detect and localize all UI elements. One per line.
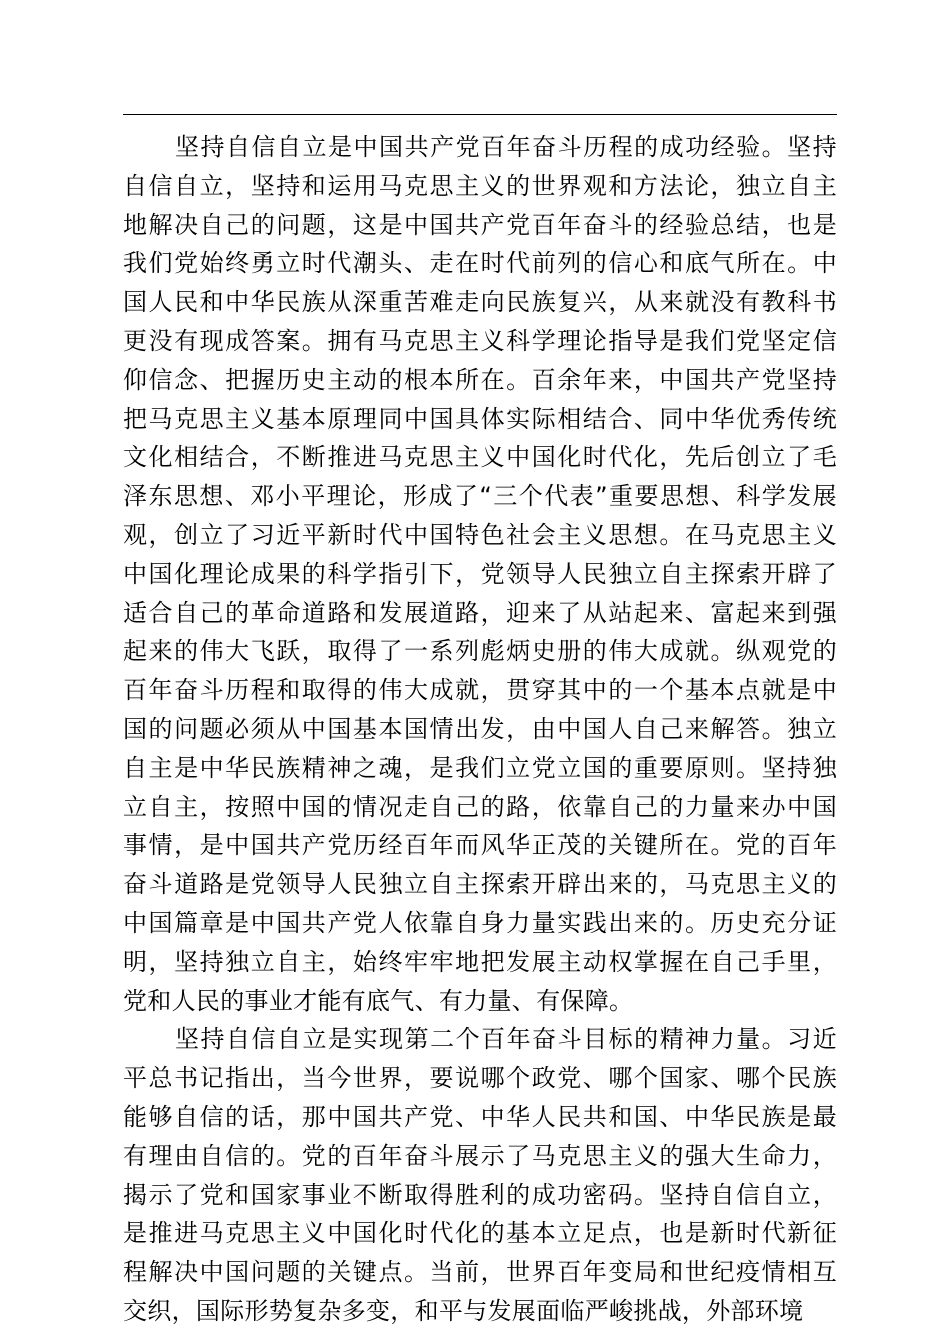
text-line: 奋斗道路是党领导人民独立自主探索开辟出来的，马克思主义的 — [123, 870, 837, 899]
text-line: 国的问题必须从中国基本国情出发，由中国人自己来解答。独立 — [123, 714, 837, 743]
text-line: 适合自己的革命道路和发展道路，迎来了从站起来、富起来到强 — [123, 598, 837, 627]
paragraph — [123, 1020, 837, 1330]
text-line: 自信自立，坚持和运用马克思主义的世界观和方法论，独立自主 — [123, 171, 837, 200]
text-line: 有理由自信的。党的百年奋斗展示了马克思主义的强大生命力， — [123, 1141, 837, 1170]
text-line: 百年奋斗历程和取得的伟大成就，贯穿其中的一个基本点就是中 — [123, 676, 837, 705]
text-line: 更没有现成答案。拥有马克思主义科学理论指导是我们党坚定信 — [123, 326, 837, 355]
text-line: 把马克思主义基本原理同中国具体实际相结合、同中华优秀传统 — [123, 404, 837, 433]
text-line: 坚持自信自立是实现第二个百年奋斗目标的精神力量。习近 — [175, 1025, 837, 1054]
text-line: 明，坚持独立自主，始终牢牢地把发展主动权掌握在自己手里， — [123, 947, 837, 976]
text-line: 观，创立了习近平新时代中国特色社会主义思想。在马克思主义 — [123, 520, 837, 549]
text-line: 事情，是中国共产党历经百年而风华正茂的关键所在。党的百年 — [123, 831, 837, 860]
text-line: 仰信念、把握历史主动的根本所在。百余年来，中国共产党坚持 — [123, 365, 837, 394]
text-line: 交织，国际形势复杂多变，和平与发展面临严峻挑战，外部环境 — [123, 1296, 804, 1325]
text-line: 立自主，按照中国的情况走自己的路，依靠自己的力量来办中国 — [123, 792, 837, 821]
text-line: 国人民和中华民族从深重苦难走向民族复兴，从来就没有教科书 — [123, 288, 837, 317]
text-line: 党和人民的事业才能有底气、有力量、有保障。 — [123, 986, 634, 1015]
text-line: 揭示了党和国家事业不断取得胜利的成功密码。坚持自信自立， — [123, 1180, 837, 1209]
text-line: 我们党始终勇立时代潮头、走在时代前列的信心和底气所在。中 — [123, 249, 837, 278]
text-line: 起来的伟大飞跃，取得了一系列彪炳史册的伟大成就。纵观党的 — [123, 637, 837, 666]
text-line: 地解决自己的问题，这是中国共产党百年奋斗的经验总结，也是 — [123, 210, 837, 239]
text-line: 程解决中国问题的关键点。当前，世界百年变局和世纪疫情相互 — [123, 1258, 837, 1287]
text-line: 中国篇章是中国共产党人依靠自身力量实践出来的。历史充分证 — [123, 908, 837, 937]
text-line: 是推进马克思主义中国化时代化的基本立足点，也是新时代新征 — [123, 1219, 837, 1248]
text-line: 文化相结合，不断推进马克思主义中国化时代化，先后创立了毛 — [123, 443, 837, 472]
text-line: 能够自信的话，那中国共产党、中华人民共和国、中华民族是最 — [123, 1102, 837, 1131]
body-text — [123, 128, 837, 1331]
text-line: 坚持自信自立是中国共产党百年奋斗历程的成功经验。坚持 — [175, 133, 837, 161]
text-line: 中国化理论成果的科学指引下，党领导人民独立自主探索开辟了 — [123, 559, 837, 588]
text-line: 平总书记指出，当今世界，要说哪个政党、哪个国家、哪个民族 — [123, 1064, 837, 1093]
text-line: 自主是中华民族精神之魂，是我们立党立国的重要原则。坚持独 — [123, 753, 837, 782]
header-rule — [123, 114, 837, 115]
text-line: 泽东思想、邓小平理论，形成了“三个代表”重要思想、科学发展 — [123, 482, 837, 511]
paragraph — [123, 128, 837, 1020]
